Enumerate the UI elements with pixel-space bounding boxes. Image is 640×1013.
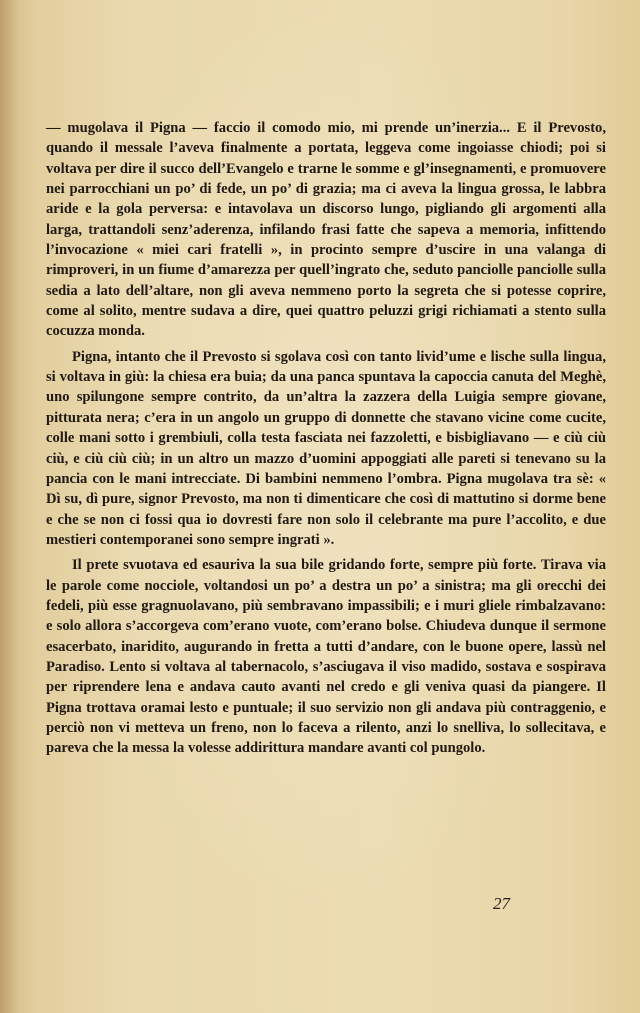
paragraph-1: — mugolava il Pigna — faccio il comodo mio, mi prende un’inerzia... E il Prevosto, quando il messale l’aveva finalmente a portata, leggeva come ingoiasse chiodi; poi si voltava per dire il succo dell’Evangelo e trarne le somme e gl’insegnamenti, e promuovere nei parrocchiani un po’ di fede, un po’ di grazia; ma ci aveva la lingua grossa, le labbra aride e la gola perversa: e intavolava un discorso lungo, pigliando gli argomenti alla larga, trattandoli senz’aderenza, infilando frasi fatte che sapeva a memoria, infittendo l’invocazione « miei cari fratelli », in procinto sempre d’uscire in una valanga di rimproveri, in un fiume d’amarezza per quell’ingrato che, seduto panciolle panciolle sulla sedia a lato dell’altare, non gli aveva nemmeno porto la segreta che si potesse coprire, come al solito, mentre sudava a dire, quei quattro peluzzi grigi richiamati a stento sulla cocuzza monda. [46, 120, 606, 340]
paragraph-2: Pigna, intanto che il Prevosto si sgolava così con tanto livid’ume e lische sulla lingua, si voltava in giù: la chiesa era buia; da una panca spuntava la capoccia canuta del Meghè, uno spilungone sempre contrito, da un’altra la zazzera della Luigia sempre giovane, pitturata nera; c’era in un angolo un gruppo di donnette che stavano vicine come cucite, colle mani sotto i grembiuli, colla testa fasciata nei fazzoletti, e bisbigliavano — e ciù ciù ciù, e ciù ciù ciù; in un altro un mazzo d’uomini appoggiati alle pareti si tenevano su la pancia con le mani intrecciate. Di bambini nemmeno l’ombra. Pigna mugolava tra sè: « Dì su, dì pure, signor Prevosto, ma non ti dimenticare che così di mattutino si dorme bene e che se non ci fossi qua io dovresti fare non solo il celebrante ma pure l’accolito, e due mestieri contemporanei sono sempre ingrati ». [46, 348, 606, 548]
body-text [46, 118, 606, 759]
paragraph-3: Il prete svuotava ed esauriva la sua bile gridando forte, sempre più forte. Tirava via le parole come nocciole, voltandosi un po’ a destra un po’ a sinistra; ma gli orecchi dei fedeli, più esse gragnuolavano, più sembravano impassibili; e i muri gliele rimbalzavano: e solo allora s’accorgeva com’erano vuote, com’erano bolse. Chiudeva dunque il sermone esacerbato, inaridito, augurando in fretta a tutti d’andare, con le buone opere, lassù nel Paradiso. Lento si voltava al tabernacolo, s’asciugava il viso madido, sostava e sospirava per riprendere lena e andava cauto avanti nel credo e gli veniva quasi da piangere. Il Pigna trottava oramai lesto e puntuale; il suo servizio non gli andava più contraggenio, e perciò non vi metteva un freno, non lo faceva a rilento, anzi lo snelliva, lo sollecitava, e pareva che la messa la volesse addirittura mandare avanti col pungolo. [46, 557, 606, 757]
page-number: 27 [493, 894, 510, 913]
